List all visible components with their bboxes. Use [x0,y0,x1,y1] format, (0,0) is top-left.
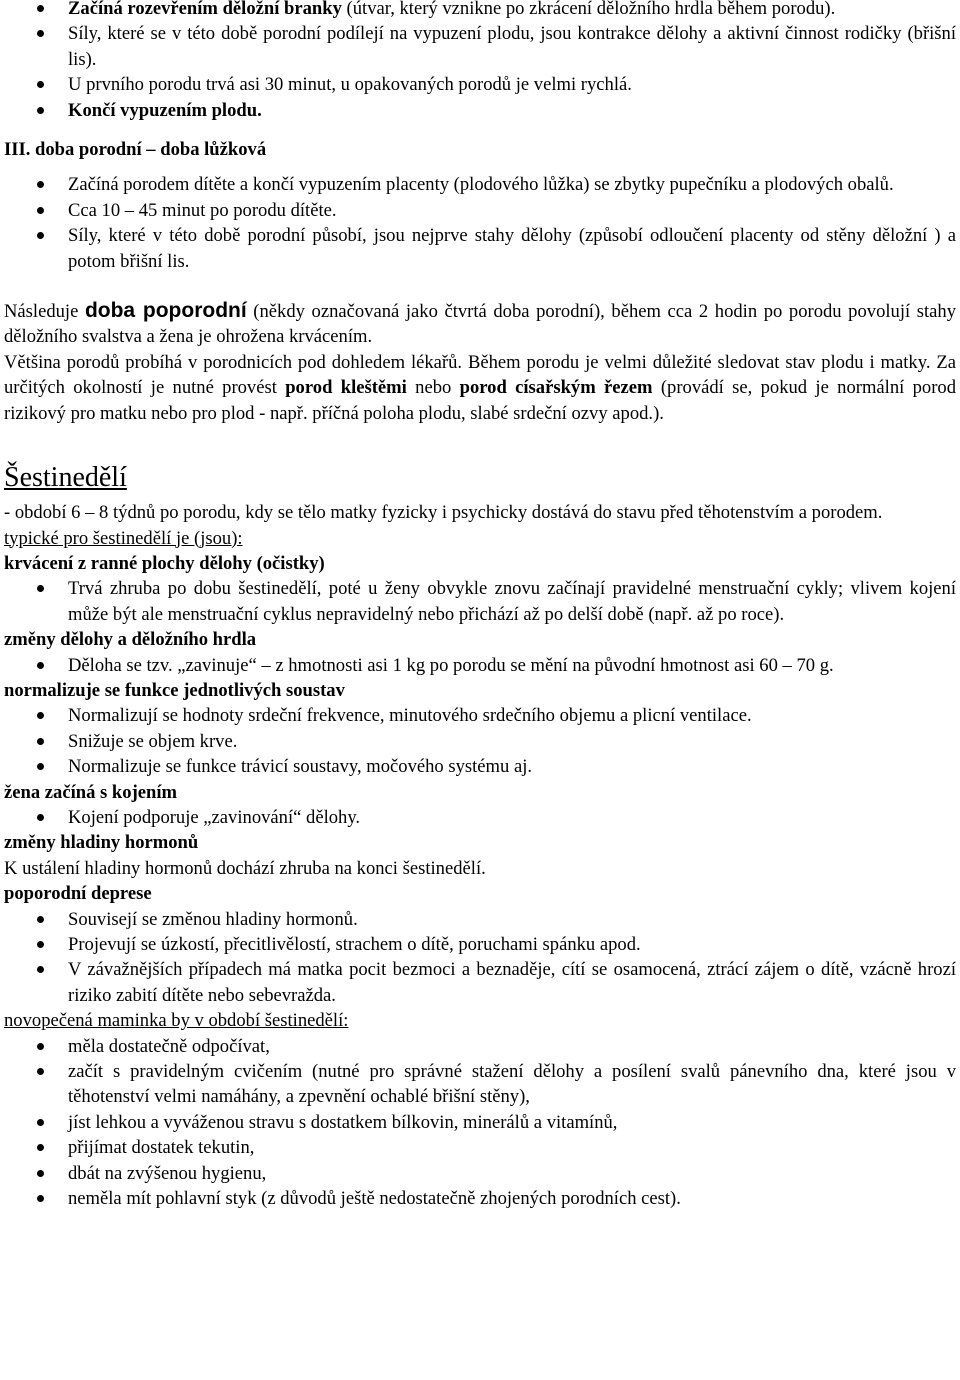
text: Děloha se tzv. „zavinuje“ – z hmotnosti asi 1 kg po porodu se mění na původní hmotnost asi 60 – 70 g. [68,654,834,676]
subheading [4,830,956,855]
bullet-list [4,653,956,678]
subheading [4,780,956,805]
text: Následuje [4,301,85,323]
text: Většina porodů probíhá v porodnicích pod dohledem lékařů. Během porodu je velmi důležité sledovat stav plodu i matky. Za určitých okolností je nutné provést [4,351,956,399]
list-item [4,0,956,21]
section-title: Šestinedělí [4,462,127,494]
spacer [4,274,956,298]
list-item [4,653,956,678]
bullet-list [4,576,956,627]
text: V závažnějších případech má matka pocit bezmoci a beznaděje, cítí se osamocená, ztrácí zájem o dítě, vzácně hrozí riziko zabití dítěte nebo sebevražda. [68,959,956,1006]
text: (někdy označovaná jako čtvrtá doba porodní), během cca 2 hodin po porodu povolují stahy děložního svalstva a žena je ohrožena krvácením. [4,301,957,348]
text: jíst lehkou a vyváženou stravu s dostatkem bílkovin, minerálů a vitamínů, [68,1111,618,1133]
list-item [4,957,956,1008]
bold-text: porod kleštěmi [285,377,407,399]
bullet-list [4,907,956,1009]
text: (útvar, který vznikne po zkrácení děložního hrdla během porodu). [341,0,836,19]
subheading [4,627,956,652]
subheading-text: krvácení z ranné plochy dělohy (očistky) [4,552,325,574]
subheading-text: poporodní deprese [4,883,152,905]
list-item [4,1135,956,1160]
list-item [4,907,956,932]
text: Souvisejí se změnou hladiny hormonů. [68,908,358,930]
list-item [4,21,956,72]
text: začít s pravidelným cvičením (nutné pro správné stažení dělohy a posílení svalů pánevního dna, které jsou v těhotenství velmi namáhány, a zpevnění ochablé břišní stěny), [68,1061,956,1108]
bold-text: porod císařským řezem [459,377,653,399]
bullet-list [4,703,956,779]
text: Trvá zhruba po dobu šestinedělí, poté u ženy obvykle znovu začínají pravidelné menstruační cykly; vlivem kojení může být ale menstruační cyklus nepravidelný nebo přichází až po delší době (např. až po roce). [68,578,956,625]
subheading [4,551,956,576]
paragraph-births [4,350,956,426]
section-heading [4,137,956,162]
text: nebo [406,377,460,399]
subheading-text: změny hladiny hormonů [4,832,199,854]
text: Síly, které se v této době porodní podílejí na vypuzení plodu, jsou kontrakce dělohy a aktivní činnost rodičky (břišní lis). [68,23,956,70]
text: Normalizuje se funkce trávicí soustavy, močového systému aj. [68,756,533,778]
definition-paragraph: - období 6 – 8 týdnů po porodu, kdy se tělo matky fyzicky i psychicky dostává do stavu před těhotenstvím a porodem. [4,502,883,524]
bullet-list [4,805,956,830]
text: dbát na zvýšenou hygienu, [68,1162,267,1184]
text: Začíná porodem dítěte a končí vypuzením placenty (plodového lůžka) se zbytky pupečníku a plodových obalů. [68,174,894,196]
subheading-text: normalizuje se funkce jednotlivých soustav [4,679,345,701]
list-item [4,1186,956,1211]
subheading-text: změny dělohy a děložního hrdla [4,629,257,651]
subheading [4,678,956,703]
text: Síly, které v této době porodní působí, jsou nejprve stahy dělohy (způsobí odloučení placenty od stěny děložní ) a potom břišní lis. [68,225,956,272]
text: U prvního porodu trvá asi 30 minut, u opakovaných porodů je velmi rychlá. [68,74,632,96]
bold-text: Začíná rozevřením děložní branky [68,0,342,19]
subheading [4,881,956,906]
paragraph-postpartum [4,298,956,350]
text: měla dostatečně odpočívat, [68,1035,270,1057]
list-item [4,729,956,754]
list-item [4,1161,956,1186]
subheading-text: žena začíná s kojením [4,781,178,803]
list-item [4,1034,956,1059]
text: Projevují se úzkostí, přecitlivělostí, strachem o dítě, poruchami spánku apod. [68,934,641,955]
spacer [4,426,956,462]
text: Snižuje se objem krve. [68,730,238,752]
list-item [4,754,956,779]
list-item [4,805,956,830]
bullet-list [4,1034,956,1212]
text: přijímat dostatek tekutin, [68,1137,255,1159]
list-item [4,72,956,97]
document-page [4,0,956,1211]
heading-text: III. doba porodní – doba lůžková [4,139,267,161]
text: (provádí se, pokud je normální porod rizikový pro matku nebo pro plod - např. příčná poloha plodu, slabé srdeční ozvy apod.). [4,377,956,424]
list-item [4,703,956,728]
paragraph: K ustálení hladiny hormonů dochází zhruba na konci šestinedělí. [4,857,486,879]
intro-bullet-list [4,0,956,123]
list-item [4,576,956,627]
section3-bullet-list [4,172,956,274]
list-item [4,198,956,223]
list-item [4,932,956,957]
underlined-label: typické pro šestinedělí je (jsou): [4,527,243,549]
list-item [4,172,956,197]
text: neměla mít pohlavní styk (z důvodů ještě nedostatečně zhojených porodních cest). [68,1188,681,1210]
list-item [4,223,956,274]
text: Normalizují se hodnoty srdeční frekvence, minutového srdečního objemu a plicní ventilace. [68,705,752,727]
list-item [4,98,956,123]
text: Kojení podporuje „zavinování“ dělohy. [68,806,361,828]
underlined-label: novopečená maminka by v období šestinedělí: [4,1010,349,1032]
text: Cca 10 – 45 minut po porodu dítěte. [68,199,337,221]
bold-text: Končí vypuzením plodu. [68,99,262,121]
list-item [4,1110,956,1135]
list-item [4,1059,956,1110]
emphasis-text: doba poporodní [84,299,247,323]
